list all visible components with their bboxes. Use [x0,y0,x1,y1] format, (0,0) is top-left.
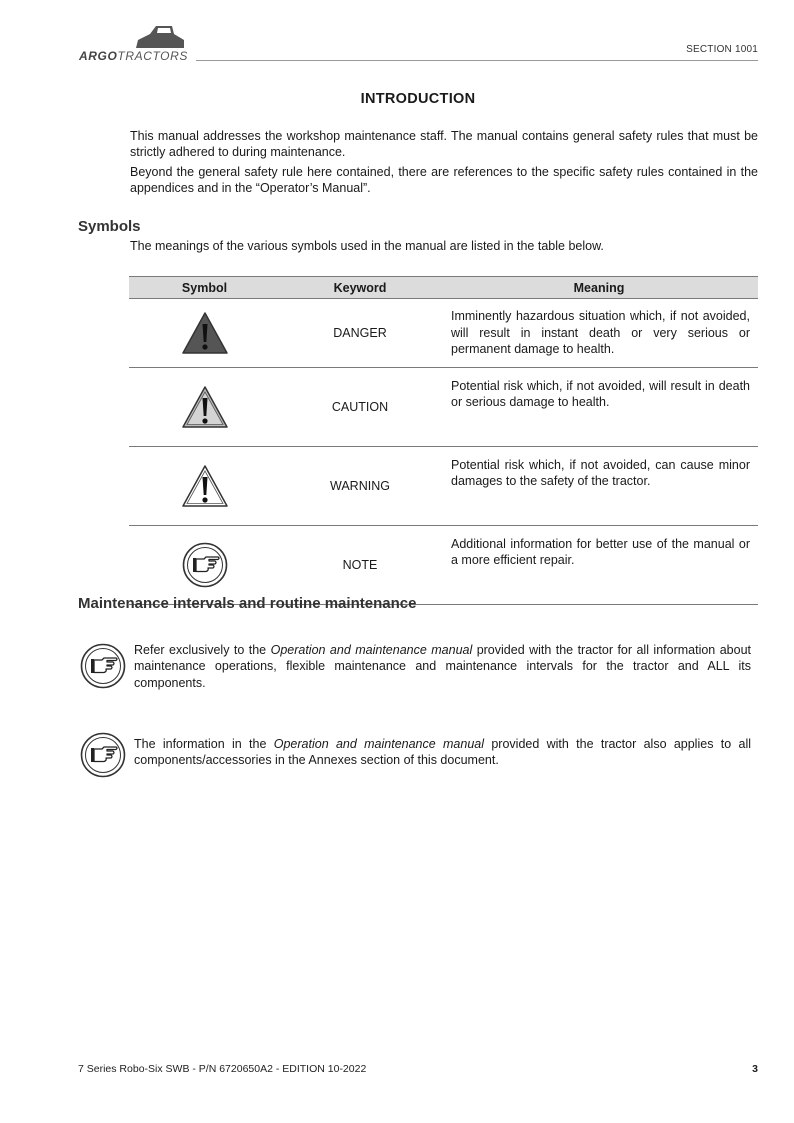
symbol-cell [129,526,280,605]
danger-icon [181,311,229,355]
caution-icon [181,385,229,429]
meaning-cell: Imminently hazardous situation which, if not avoided, will result in instant death or very serious or permanent damage to health. [440,299,758,368]
page-title: INTRODUCTION [360,91,476,107]
note-2-text-a: The information in the [134,737,274,751]
keyword-cell: WARNING [280,447,440,526]
note-hand-icon [182,542,228,588]
warning-icon [181,464,229,508]
maintenance-heading: Maintenance intervals and routine maintenance [78,595,417,612]
meaning-cell: Potential risk which, if not avoided, will result in death or serious damage to health. [440,368,758,447]
intro-paragraph-2: Beyond the general safety rule here contained, there are references to the specific safety rules contained in the appendices and in the “Operator’s Manual”. [130,165,758,196]
brand-light: TRACTORS [117,49,188,63]
note-2-manual-title: Operation and maintenance manual [273,737,485,751]
intro-paragraph-1: This manual addresses the workshop maintenance staff. The manual contains general safety rules that must be strictly adhered to during maintenance. [130,129,758,160]
note-2-text-b: provided with the tractor also applies to all components/accessories in the Annexes section of this document. [134,737,752,768]
table-header-row [129,277,758,299]
maintenance-note-1 [134,642,751,691]
table-row [129,526,758,605]
footer-document-info: 7 Series Robo-Six SWB - P/N 6720650A2 - EDITION 10-2022 [78,1063,367,1075]
table-row [129,447,758,526]
symbols-intro: The meanings of the various symbols used in the manual are listed in the table below. [130,239,604,253]
symbol-cell [129,299,280,368]
note-1-text-a: Refer exclusively to the [134,643,271,657]
column-header-keyword: Keyword [280,277,440,299]
section-label: SECTION 1001 [686,44,758,55]
brand-wordmark [79,49,188,63]
symbol-cell [129,447,280,526]
symbols-table [129,276,758,605]
symbols-heading: Symbols [78,218,141,235]
note-1-text-b: provided with the tractor for all information about maintenance operations, flexible maintenance and maintenance intervals for the tractor and ALL its components. [134,643,751,690]
symbol-cell [129,368,280,447]
note-hand-icon [80,643,126,689]
note-1-manual-title: Operation and maintenance manual [270,643,473,657]
table-row [129,368,758,447]
header-divider [196,60,758,61]
table-row [129,299,758,368]
note-hand-icon [80,732,126,778]
column-header-symbol: Symbol [129,277,280,299]
maintenance-note-2 [134,736,751,769]
keyword-cell: NOTE [280,526,440,605]
brand-bold: ARGO [79,49,118,63]
keyword-cell: CAUTION [280,368,440,447]
meaning-cell: Potential risk which, if not avoided, can cause minor damages to the safety of the tractor. [440,447,758,526]
column-header-meaning: Meaning [440,277,758,299]
keyword-cell: DANGER [280,299,440,368]
meaning-cell: Additional information for better use of the manual or a more efficient repair. [440,526,758,605]
page-number: 3 [752,1063,758,1075]
